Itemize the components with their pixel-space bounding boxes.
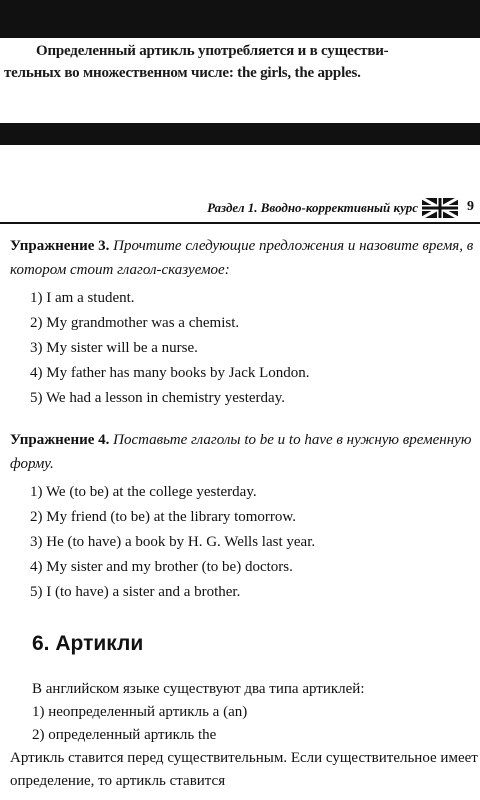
exercise-4 [10,428,478,605]
exercise-instruction: Поставьте глаголы to be и to have в нужную временную форму. [10,432,472,472]
page-header [0,196,480,220]
list-item: 3) He (to have) a book by H. G. Wells last year. [30,534,316,550]
top-black-bar [0,0,480,38]
page-number: 9 [467,199,474,214]
previous-page-fragment [0,40,480,84]
list-item: 5) I (to have) a sister and a brother. [30,584,241,600]
section-running-title: Раздел 1. Вводно-коррективный курс [207,200,418,215]
articles-text [10,678,478,789]
list-item: 1) I am a student. [30,290,135,306]
fragment-line-1: Определенный артикль употребляется и в существи- [36,43,389,59]
list-item: 3) My sister will be a nurse. [30,340,198,356]
list-item: 1) We (to be) at the college yesterday. [30,484,257,500]
list-item: 4) My father has many books by Jack London. [30,365,310,381]
list-item: 4) My sister and my brother (to be) doctors. [30,559,293,575]
list-item: 5) We had a lesson in chemistry yesterday. [30,390,285,406]
uk-flag-icon [422,198,458,218]
exercise-list [10,286,478,411]
list-item: 2) определенный артикль the [32,727,217,743]
fragment-line-2: тельных во множественном числе: the girls, the apples. [4,65,361,81]
list-item: 1) неопределенный артикль a (an) [32,704,248,720]
exercise-heading: Упражнение 3. [10,238,110,254]
articles-intro: В английском языке существуют два типа артиклей: [32,681,365,697]
exercise-list [10,480,478,605]
list-item: 2) My friend (to be) at the library tomorrow. [30,509,297,525]
exercise-3 [10,234,478,411]
middle-black-bar [0,123,480,145]
header-rule [0,222,480,224]
exercise-heading: Упражнение 4. [10,432,110,448]
list-item: 2) My grandmother was a chemist. [30,315,240,331]
exercise-instruction: Прочтите следующие предложения и назовите время, в котором стоит глагол-сказуемое: [10,238,474,278]
articles-paragraph: Артикль ставится перед существительным. Если существительное имеет определение, то артикль ставится [10,750,478,789]
section-title: 6. Артикли [32,632,144,655]
